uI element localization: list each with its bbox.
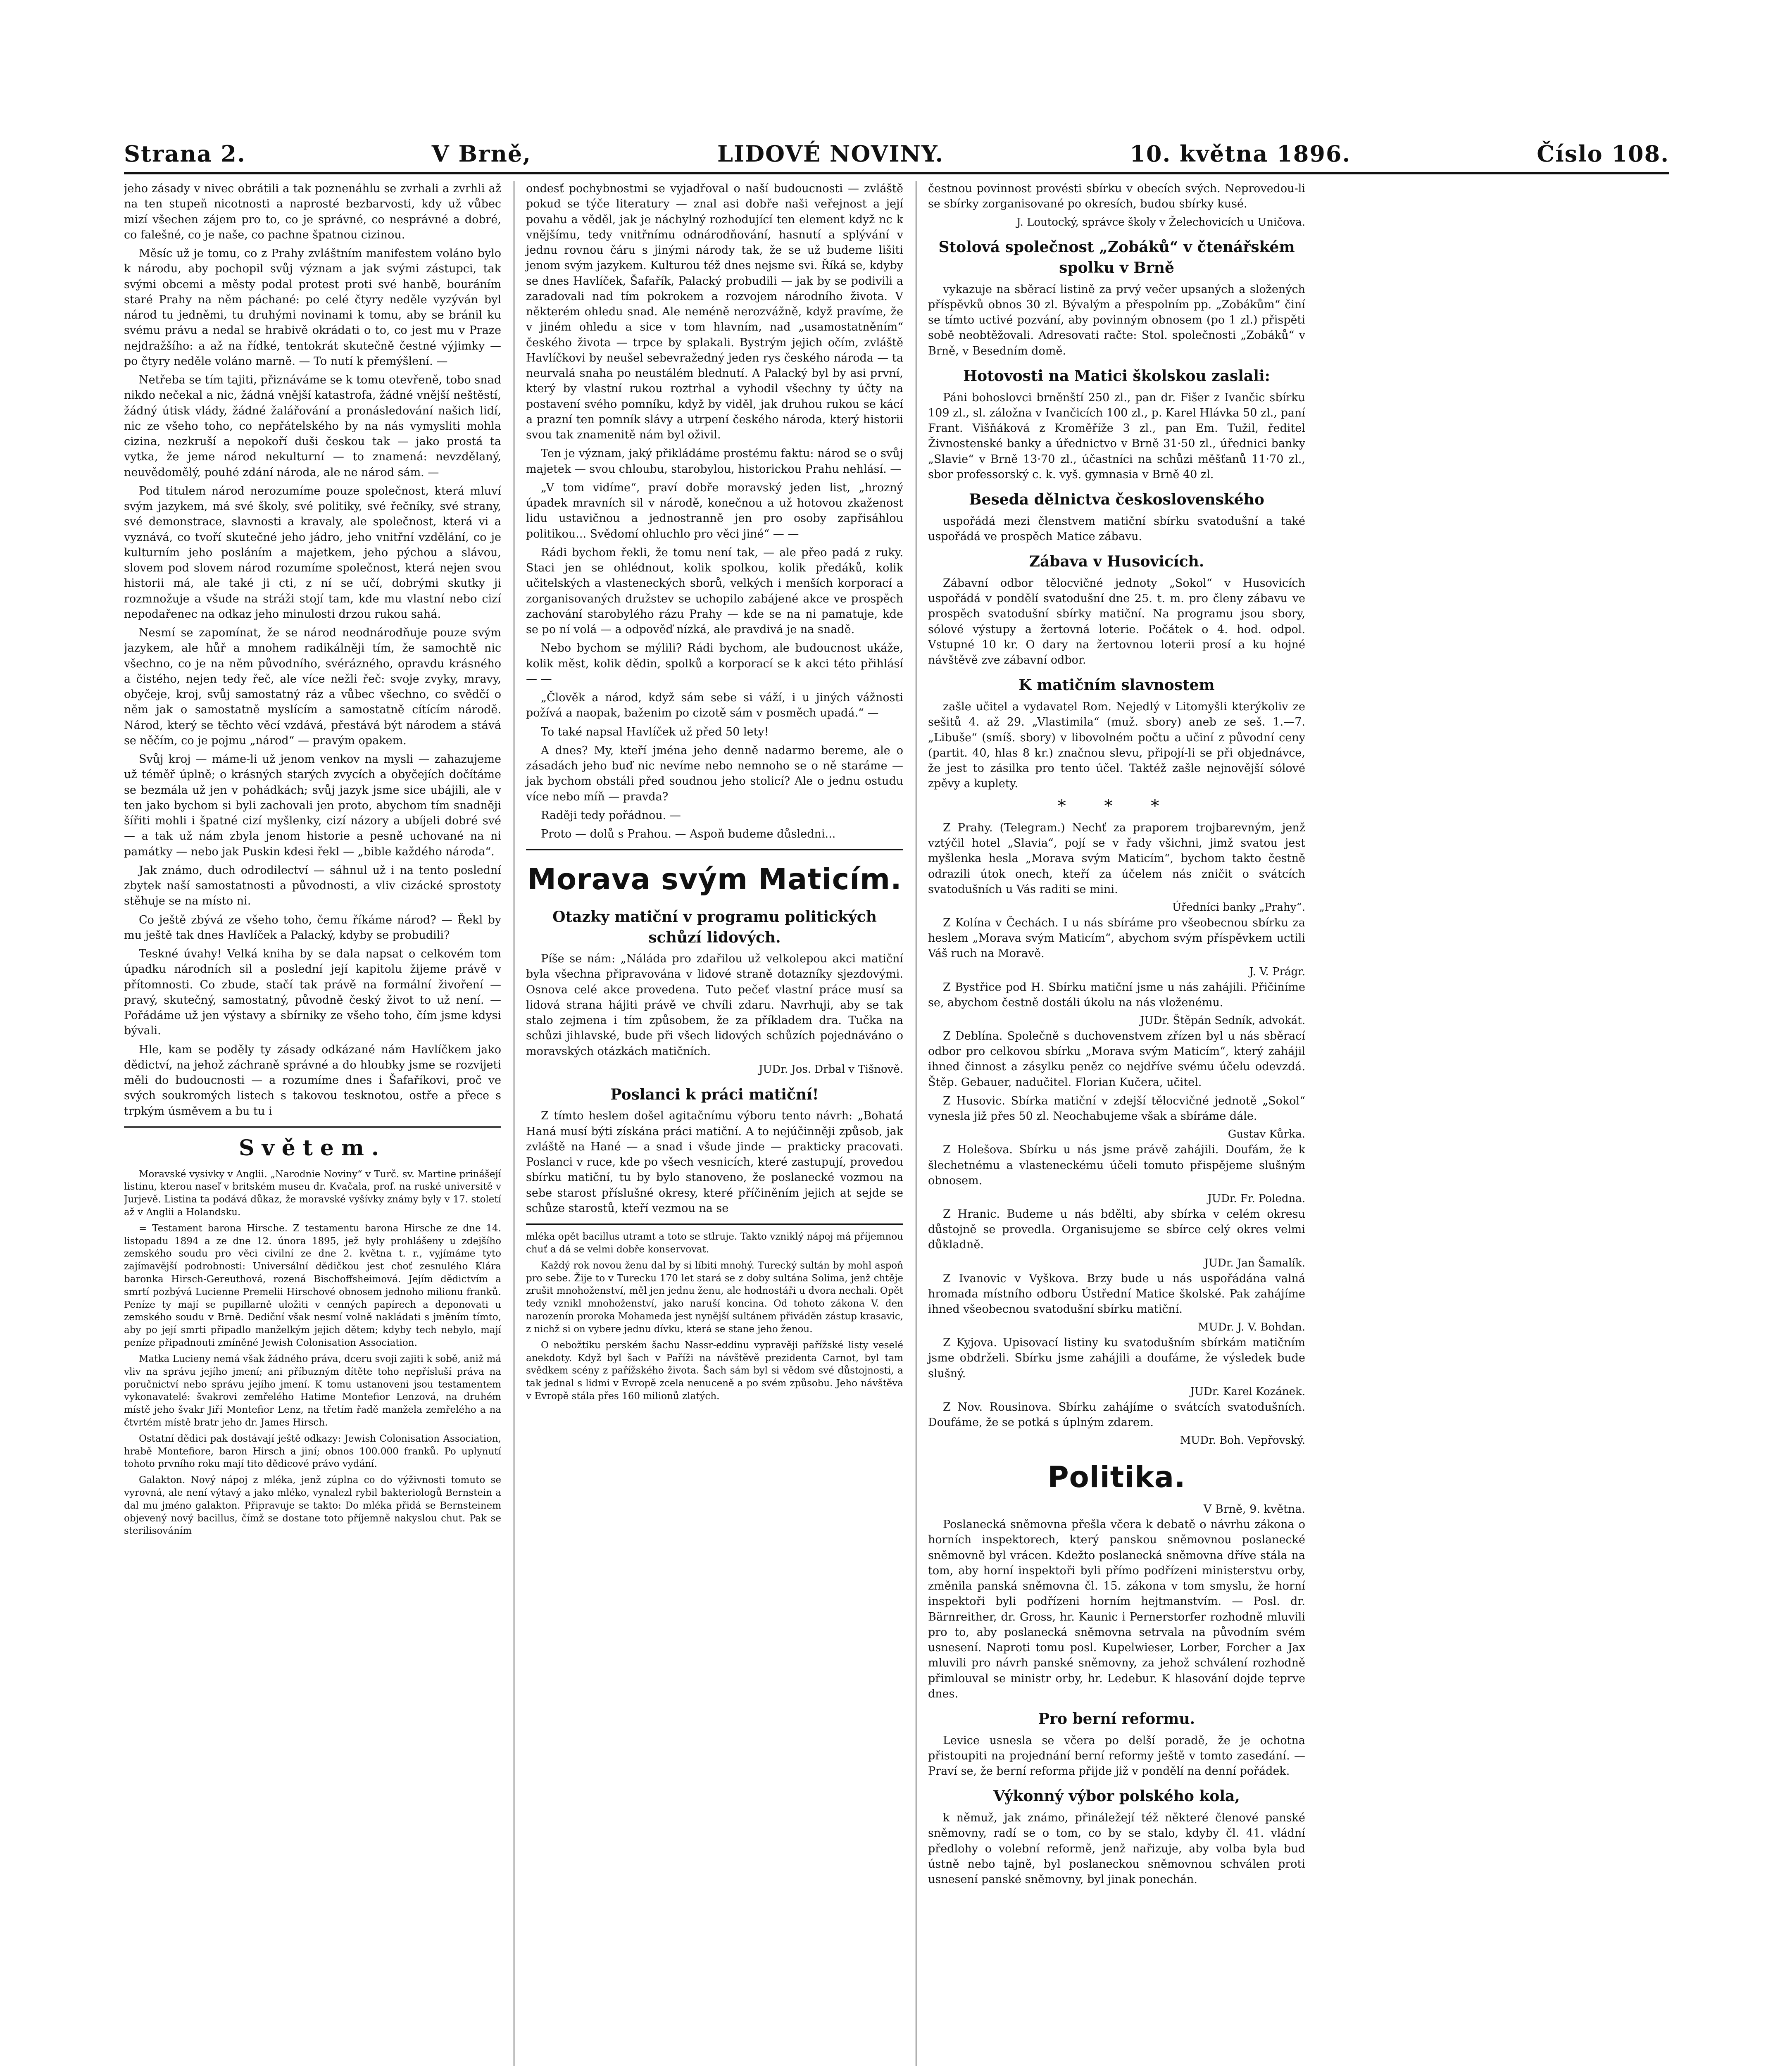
paragraph: Nesmí se zapomínat, že se národ neodnárodňuje pouze svým jazykem, ale hůř a mnohem radikálněji tím, že samochtě nic všechno, co je na něm původního, svérázného, opravdu krásného a čistého, nejen tedy řeč, ale více nežli řeč: svoje zvyky, mravy, obyčeje, kroj, svůj samostatný ráz a vůbec všechno, co svědčí o něm jak o samostatně myslícím a samostatně cítícím národě. Národ, který se těchto věcí vzdává, přestává být národem a stává se něčím, co je pojmu „národ“ — pravým opakem.: [124, 626, 501, 747]
paragraph: vykazuje na sběrací listině za prvý večer upsaných a složených příspěvků obnos 30 zl. Bývalým a přespolním pp. „Zobákům“ činí se tímto uctivé pozvání, aby povinným obnosem (po 1 zl.) přispěti sobě neobtěžovali. Adresovati račte: Stol. společnosti „Zobáků“ v Brně, v Besedním domě.: [928, 283, 1305, 357]
newspaper-title: LIDOVÉ NOVINY.: [717, 140, 944, 167]
dateline: V Brně, 9. května.: [1203, 1502, 1305, 1516]
paragraph: uspořádá mezi členstvem matiční sbírku svatodušní a také uspořádá ve prospěch Matice zábavu.: [928, 514, 1305, 543]
paragraph: Hle, kam se poděly ty zásady odkázané nám Havlíčkem jako dědictví, na jehož záchraně správné a do hloubky jsme se rozvijeti měli do budoucnosti — a rozumíme dnes i Šafaříkovi, proč ve svých soukromých listech s takovou tesknotou, ostře a přece s trpkým úsměvem a bu tu i: [124, 1043, 501, 1118]
paragraph: Zábavní odbor tělocvičné jednoty „Sokol“ v Husovicích uspořádá v pondělí svatodušní dne 25. t. m. pro členy zábavu ve prospěch svatodušní sbírky matiční. Na programu jsou sbory, sólové výstupy a žertovná loterie. Počátek o 4. hod. odpol. Vstupné 10 kr. O dary na žertovnou loterii prosí a ku hojné návštěvě zve zábavní odbor.: [928, 576, 1305, 667]
subheading: Výkonný výbor polského kola,: [993, 1788, 1240, 1805]
news-item: = Testament barona Hirsche. Z testamentu barona Hirsche ze dne 14. listopadu 1894 a ze dne 12. února 1895, jež byly prohlášeny u zdejšího zemského soudu pro věci civilní ze dne 2. května t. r., vyjímáme tyto zajímavější podrobnosti: Universální dědičkou jest choť zesnulého Klára baronka Hirsch-Gereuthová, rozená Bischoffsheimová. Jejím dědictvím a smrtí pozbývá Lucienne Premelii Hirschové obnosem jednoho milionu franků. Peníze ty mají se pupillarně uložiti v cenných papírech a deponovati u zemského soudu v Brně. Dediční však nesmí volně nakládati s jměním tímto, aby po její smrti připadlo manželkým jejich dětem; kdyby tech nebylo, mají peníze připadnouti zmíněné Jewish Colonisation Association.: [124, 1223, 501, 1349]
paragraph: Píše se nám: „Náláda pro zdařilou už velkolepou akci matiční byla všechna připravována v lidové straně dotazníky sjezdovými. Osnova celé akce provedena. Tuto pečeť vlastní práce musí sa lidová strana hájiti právě ve chvíli zdaru. Navrhuji, aby se tak stalo zejmena i tím způsobem, že za příkladem dra. Tučka na schůzi jihlavské, bude při všech lidových schůzích pojednáváno o moravských otázkách matičních.: [526, 952, 903, 1058]
news-item: mléka opět bacillus utramt a toto se stlruje. Takto vzniklý nápoj má příjemnou chuť a dá se velmi dobře konservovat.: [526, 1231, 903, 1255]
paragraph: Z Bystřice pod H. Sbírku matiční jsme u nás zahájili. Přičiníme se, abychom čestně dostáli úkolu na nás vloženému.: [928, 981, 1305, 1009]
paragraph: Svůj kroj — máme-li už jenom venkov na mysli — zahazujeme už téměř úplně; o krásných starých zvycích a obyčejích dočítáme se bezmála už jen v pohádkách; svůj jazyk jsme sice ubájili, ale v ten jako bychom si byli zachovali jen proto, abychom tím snadněji šířiti mohli i špatné cizí myšlenky, cizí názory a ubíjeli dobré své — a tak už nám zbyla jenom historie a pesně uchované na ni památky — nebo jak Puskin kdesi řekl — „bible každého národa“.: [124, 753, 501, 858]
paragraph: Proto — dolů s Prahou. — Aspoň budeme důsledni...: [541, 828, 836, 840]
paragraph: Z Hranic. Budeme u nás bdělti, aby sbírka v celém okresu důstojně se provedla. Organisujeme se sbírce celý okres velmi důkladně.: [928, 1207, 1305, 1252]
columns: [124, 181, 1669, 2066]
news-item: Moravské vysivky v Anglii. „Narodnie Noviny“ v Turč. sv. Martine prinášejí listinu, kterou naseľ v britském museu dr. Kvačala, prof. na ruské universitě v Jurjevě. Listina ta podává důkaz, že moravské vyšívky známy byly v 17. století až v Anglii a Holandsku.: [124, 1169, 501, 1218]
paragraph: Z Ivanovic v Vyškova. Brzy bude u nás uspořádána valná hromada místního odboru Ústřední Matice školské. Pak zahájíme ihned všeobecnou svatodušní sbírku matiční.: [928, 1272, 1305, 1316]
subheading: Otazky matiční v programu politických schůzí lidových.: [552, 908, 877, 946]
issue-date: 10. května 1896.: [1130, 140, 1351, 167]
signature: Gustav Kůrka.: [1228, 1128, 1305, 1141]
paragraph: A dnes? My, kteří jména jeho denně nadarmo bereme, ale o zásadách jeho buď nic nevíme nebo nemnoho se o ně staráme — jak bychom obstáli před soudnou jeho stolicí? Ale o jednu ostudu více nebo míň — pravda?: [526, 744, 903, 803]
signature: JUDr. Fr. Poledna.: [1207, 1192, 1305, 1205]
section-title-svetem: Světem.: [238, 1135, 387, 1161]
signature: J. V. Prágr.: [1249, 965, 1305, 978]
paragraph: Z Prahy. (Telegram.) Nechť za praporem trojbarevným, jenž vztýčil hotel „Slavia“, pojí se v řady všichni, jimž svatou jest myšlenka hesla „Morava svým Maticím“, bychom takto čestně odrazili útok onech, kteří za účelem nás zničit o svátcích svatodušních u Vás raditi se mini.: [928, 821, 1305, 896]
paragraph: ondesť pochybnostmi se vyjadřoval o naší budoucnosti — zvláště pokud se týče literatury — znal asi dobře naši veřejnost a její povahu a věděl, jak je náchylný rozhodující ten element když nc k vnějšímu, tedy vnitřnímu odnárodňování, hasnutí a splývání v jednu rovnou čáru s jinými národy tak, že se už budeme lišiti jenom svým jazykem. Kulturou též dnes nejsme svi. Říká se, kdyby se dnes Havlíček, Šafařík, Palacký probudili — jak by se podivili a zaradovali nad tím pokrokem a rozvojem národního života. V některém ohledu snad. Ale neméně nerozvážně, když pravíme, že v jiném ohledu a sice v tom hlavním, nad „usamostatněním“ českého života — trpce by splakali. Bystrým jejich očím, zvláště Havlíčkovi by neušel sebevražedný jeden rys českého národa — ta neurvalá snaha po neustálém blednutí. A Palacký byl by asi první, který by vlastní rukou roztrhal a vyhodil všechny ty účty na postavení svého pomníku, když by viděl, jak druhou rukou se kácí a prazní ten pomník slávy a utrpení českého národa, který historii svou tak znamenitě nám byl oživil.: [526, 182, 903, 441]
page-number: Strana 2.: [124, 140, 246, 167]
paragraph: zašle učitel a vydavatel Rom. Nejedlý v Litomyšli kterýkoliv ze sešitů 4. až 29. „Vlastimila“ (muž. sbory) aneb ze seš. 1.—7. „Libuše“ (smíš. sbory) v libovolném počtu a učiní z původní ceny (partit. 40, hlas 8 kr.) značnou slevu, připojí-li se při objednávce, že jest to zásilka pro tento účel. Taktéž zašle nejnovější sólové zpěvy a kuplety.: [928, 700, 1305, 790]
column-2: [514, 181, 903, 2066]
paragraph: Ten je význam, jaký přikládáme prostému faktu: národ se o svůj majetek — svou chloubu, starobylou, historickou Prahu nehlásí. —: [526, 447, 903, 476]
divider: [526, 849, 903, 850]
signature: JUDr. Štěpán Sedník, advokát.: [1140, 1014, 1305, 1027]
signature: MUDr. J. V. Bohdan.: [1198, 1321, 1305, 1334]
paragraph: Co ještě zbývá ze všeho toho, čemu říkáme národ? — Řekl by mu ještě tak dnes Havlíček a Palacký, kdyby se probudili?: [124, 913, 501, 942]
paragraph: Měsíc už je tomu, co z Prahy zvláštním manifestem voláno bylo k národu, aby pochopil svůj význam a jak svými zástupci, tak svými obcemi a městy podal protest proti své hanbě, bouráním staré Prahy na něm páchané: po celé čtyry neděle vyzýván byl národ tu jedněmi, tu druhými novinami k tomu, aby se bránil ku svému právu a nedal se hrabivě okrádati o to, co jest mu v Praze nejdražšího: a až na řídké, tentokrát skutečně čestné výjimky — po čtyry neděle voláno marně. — To nutí k přemýšlení. —: [124, 247, 501, 368]
column-1: [124, 181, 501, 2066]
signature: Úředníci banky „Prahy“.: [1172, 901, 1305, 914]
news-item: Matka Lucieny nemá však žádného práva, dceru svoji zajiti k sobě, aniž má vliv na správu jejího jmení; ani příbuzným dítěte toho nepřísluší práva na poručnictví nebo správu jejího jmení. K tomu ustanoveni jsou testamentem vykonavatelé: švakrovi zemřelého Hatime Montefior Lenzová, na druhém místě jeho švakr Jiří Montefior Lenz, na třetím řadě manžela zemřelého a na čtvrtém místě bratr jeho dr. James Hirsch.: [124, 1353, 501, 1428]
paragraph: Levice usnesla se včera po delší poradě, že je ochotna přistoupiti na projednání berní reformy ještě v tomto zasedání. — Praví se, že berní reforma přijde již v pondělí na denní pořádek.: [928, 1734, 1305, 1778]
news-item: Ostatní dědici pak dostávají ještě odkazy: Jewish Colonisation Association, hrabě Montefiore, baron Hirsch a jiní; obnos 100.000 franků. Po uplynutí tohoto prvního roku mají tito dědicové právo vydání.: [124, 1433, 501, 1470]
subheading: Poslanci k práci matiční!: [610, 1085, 819, 1103]
paragraph: jeho zásady v nivec obrátili a tak poznenáhlu se zvrhali a zvrhli až na ten stupeň nicotnosti a naprosté bezbarvosti, kdy už vůbec mizí všechen zájem pro to, co je správné, co nesprávné a dobré, co falešné, co je naše, co pachne špatnou cizinou.: [124, 182, 501, 241]
paragraph: Netřeba se tím tajiti, přiznáváme se k tomu otevřeně, tobo snad nikdo nečekal a nic, žádná vnější katastrofa, žádné vnější neštěstí, žádný útisk vlády, žádné žalářování a pronásledování našich lidí, nic ze všeho toho, co nepřátelského by na nás vymysliti mohla cizina, nezkruší a nepokoří duši českou tak — jako prostá ta vytka, že jeme národ nekulturní — to znamená: nevzdělaný, neuvědomělý, pouhé zdání národa, ale ne národ sám. —: [124, 374, 501, 479]
news-item: O nebožtiku perském šachu Nassr-eddinu vypravěji pařížské listy veselé anekdoty. Když byl šach v Paříži na návštěvě prezidenta Carnot, byl tam svědkem scény z pařížského života. Šach sám byl si vědom své důstojnosti, a tak jednal s lidmi v Evropě zcela nenuceně a po svém způsobu. Jeho návštěva v Evropě stála přes 160 milionů zlatých.: [526, 1340, 903, 1402]
subheading: Stolová společnost „Zobáků“ v čtenářském spolku v Brně: [938, 238, 1295, 277]
subheading: K matičním slavnostem: [1019, 676, 1215, 694]
paragraph: Z Kyjova. Upisovací listiny ku svatodušním sbírkám matičním jsme obdrželi. Sbírku jsme zahájili a doufáme, že výsledek bude slušný.: [928, 1336, 1305, 1380]
subheading: Beseda dělnictva československého: [969, 491, 1264, 509]
paragraph: k němuž, jak známo, přináležejí též některé členové panské sněmovny, radí se o tom, co by se stalo, kdyby čl. 41. vládní předlohy o volební reformě, jenž nařizuje, aby volba byla buď ústně nebo tajně, byl poslaneckou sněmovnou schválen proti usnesení panské sněmovny, byl jinak ponechán.: [928, 1811, 1305, 1886]
signature: JUDr. Karel Kozánek.: [1190, 1385, 1305, 1398]
paragraph: Pod titulem národ nerozumíme pouze společnost, která mluví svým jazykem, má své školy, své politiky, své řečníky, své strany, své demonstrace, slavnosti a kravaly, ale společnost, která vi a vyznává, co tvoří skutečné jeho jádro, jeho vnitřní vzdělání, co je kulturním jeho posláním a majetkem, jeho pýchou a slávou, slovem pod slovem národ rozumíme společnost, která nejen svou historii má, ale také ji cti, z ní se učí, dobrými skutky ji rozmnožuje a všude na stráži stojí tam, kde mu vlastní nebo cizí nepodařenec na odkaz jeho minulosti drzou rukou sahá.: [124, 484, 501, 621]
subheading: Hotovosti na Matici školskou zaslali:: [963, 367, 1270, 385]
paragraph: Z Kolína v Čechách. I u nás sbíráme pro všeobecnou sbírku za heslem „Morava svým Maticím“, abychom svým příspěvkem uctili Váš ruch na Moravě.: [928, 916, 1305, 960]
paragraph: čestnou povinnost provésti sbírku v obecích svých. Neprovedou-li se sbírky zorganisované po okresích, budou sbírky kusé.: [928, 182, 1305, 211]
paragraph: „V tom vidíme“, praví dobře moravský jeden list, „hrozný úpadek mravních sil v národě, konečnou a už hotovou zkaženost lidu ustavičnou a jednostranně jen pro osoby zapřisáhlou politikou... Svědomí ohluchlo pro věci jiné“ — —: [526, 481, 903, 540]
section-title-morava: Morava svým Maticím.: [527, 862, 902, 897]
signature: JUDr. Jan Šamalík.: [1204, 1257, 1305, 1269]
paragraph: „Člověk a národ, když sám sebe si váží, i u jiných vážnosti požívá a naopak, baženim po cizotě sám v posměch upadá.“ —: [526, 691, 903, 720]
news-item: Galakton. Nový nápoj z mléka, jenž zúplna co do výživnosti tomuto se vyrovná, ale není výtavý a jako mléko, vynalezl rybil bakteriologů Bernstein a dal mu jméno galakton. Připravuje se takto: Do mléka přidá se Bernsteinem objevený nový bacillus, čímž se dostane toto příjemně nakyslou chut. Pak se sterilisováním: [124, 1475, 501, 1537]
news-item: Každý rok novou ženu dal by si líbiti mnohý. Turecký sultán by mohl aspoň pro sebe. Žije to v Turecku 170 let stará se z doby sultána Solima, jenž chtěje zrušit mnohoženství, měl jen jednu ženu, ale hodnostáři u dvora nechali. Opět tedy vznikl mnohoženství, jako naruší koncina. Od tohoto zákona V. den narozenín proroka Mohameda jest nynější sultánem přiváděn zástup krasavic, z nichž si on vybere jednu dívku, která se stane jeho ženou.: [526, 1260, 903, 1335]
newspaper-page: [124, 140, 1669, 2066]
paragraph: Poslanecká sněmovna přešla včera k debatě o návrhu zákona o horních inspektorech, který panskou sněmovnou poslanecké sněmovně byl vrácen. Kdežto poslanecká sněmovna dříve stála na tom, aby horní inspektoři byli přímo podřízeni ministerstvu orby, změnila panská sněmovna čl. 15. zákona v tom smyslu, že horní inspektoři byli podřízeni horním hejtmanstvím. — Posl. dr. Bärnreither, dr. Gross, hr. Kaunic i Pernerstorfer rozhodně mluvili pro to, aby poslanecká sněmovna setrvala na původním svém usnesení. Naproti tomu posl. Kupelwieser, Lorber, Forcher a Jax mluvili pro návrh panské sněmovny, za jehož schválení rozhodně přimlouval se ministr orby, hr. Ledebur. K hlasování dojde teprve dnes.: [928, 1518, 1305, 1700]
paragraph: Teskné úvahy! Velká kniha by se dala napsat o celkovém tom úpadku národních sil a poslední její kapitolu žijeme právě v přítomnosti. Co zbude, stačí tak právě na formální živoření — pravý, skutečný, samostatný, původně český život to už není. — Pořádáme už jen výstavy a sbírniky ze všeho toho, čím jsme kdysi bývali.: [124, 947, 501, 1038]
paragraph: Páni bohoslovci brněnští 250 zl., pan dr. Fišer z Ivančic sbírku 109 zl., sl. záložna v Ivančicích 100 zl., p. Karel Hlávka 50 zl., paní Frant. Višňáková z Kroměříže 3 zl., pan Em. Tužil, ředitel Živnostenské banky a úřednictvo v Brně 31·50 zl., úřednici banky „Slavie“ v Brně 13·70 zl., účastníci na schůzi měšťanů 11·70 zl., sbor professorský c. k. vyš. gymnasia v Brně 40 zl.: [928, 391, 1305, 481]
paragraph: Z Holešova. Sbírku u nás jsme právě zahájili. Doufám, že k šlechetnému a vlasteneckému účeli tomuto přispějeme slušným obnosem.: [928, 1143, 1305, 1187]
section-title-politika: Politika.: [1047, 1460, 1186, 1495]
paragraph: To také napsal Havlíček už před 50 lety!: [541, 725, 769, 738]
paragraph: Z Nov. Rousinova. Sbírku zahájíme o svátcích svatodušních. Doufáme, že se potká s úplným zdarem.: [928, 1400, 1305, 1429]
column-3: [916, 181, 1305, 2066]
paragraph: Nebo bychom se mýlili? Rádi bychom, ale budoucnost ukáže, kolik měst, kolik dědin, spolků a korporací se k akci této přihlásí — —: [526, 642, 903, 685]
masthead: [124, 140, 1669, 174]
paragraph: Raději tedy pořádnou. —: [541, 809, 681, 822]
subheading: Pro berní reformu.: [1038, 1710, 1195, 1728]
subheading: Zábava v Husovicích.: [1029, 553, 1204, 571]
paragraph: Z Husovic. Sbírka matiční v zdejší tělocvičné jednotě „Sokol“ vynesla již přes 50 zl. Neochabujeme však a sbíráme dále.: [928, 1094, 1305, 1123]
place: V Brně,: [431, 140, 531, 167]
paragraph: Jak známo, duch odrodilectví — sáhnul už i na tento poslední zbytek naší samostatnosti a původnosti, a vliv cizácké sprostoty stěhuje se na místo ni.: [124, 864, 501, 908]
paragraph: Rádi bychom řekli, že tomu není tak, — ale přeo padá z ruky. Staci jen se ohlédnout, kolik spolkou, kolik předáků, kolik učitelských a vlasteneckých sborů, velkých i menších korporací a zorganisovaných družstev se uchopilo zabájené akce ve prospěch zachování starobylého rázu Prahy — kde se na ni pamatuje, kde se po ní volá — a odpověď nízká, ale pravdivá je na snadě.: [526, 546, 903, 636]
paragraph: Z tímto heslem došel agitačnímu výboru tento návrh: „Bohatá Haná musí býti získána práci matiční. A to nejúčinněji způsob, jak zvláště na Hané — a snad i všude jinde — prakticky pracovati. Poslanci v ruce, kde po všech vesnicích, které zastupují, provedou sbírku matiční, tu by bylo stanoveno, že poslanecké vozmou na sebe starost příslušné okresy, které příčiněním jejich at sejde se schůze starostů, kteří vezmou na se: [526, 1109, 903, 1215]
divider: [124, 1126, 501, 1128]
signature: J. Loutocký, správce školy v Želechovicích u Uničova.: [1016, 216, 1305, 228]
paragraph: Z Deblína. Společně s duchovenstvem zřízen byl u nás sběrací odbor pro celkovou sbírku „Morava svým Maticím“, který zahájil ihned činnost a zásylku peněz co nejdříve svému účelu odevzdá. Štěp. Gebauer, nadučitel. Florian Kučera, učitel.: [928, 1029, 1305, 1089]
signature: JUDr. Jos. Drbal v Tišnově.: [759, 1063, 903, 1076]
ornament: * * *: [1057, 796, 1176, 816]
signature: MUDr. Boh. Vepřovský.: [1180, 1434, 1305, 1447]
divider: [526, 1223, 903, 1225]
issue-number: Číslo 108.: [1537, 140, 1669, 167]
